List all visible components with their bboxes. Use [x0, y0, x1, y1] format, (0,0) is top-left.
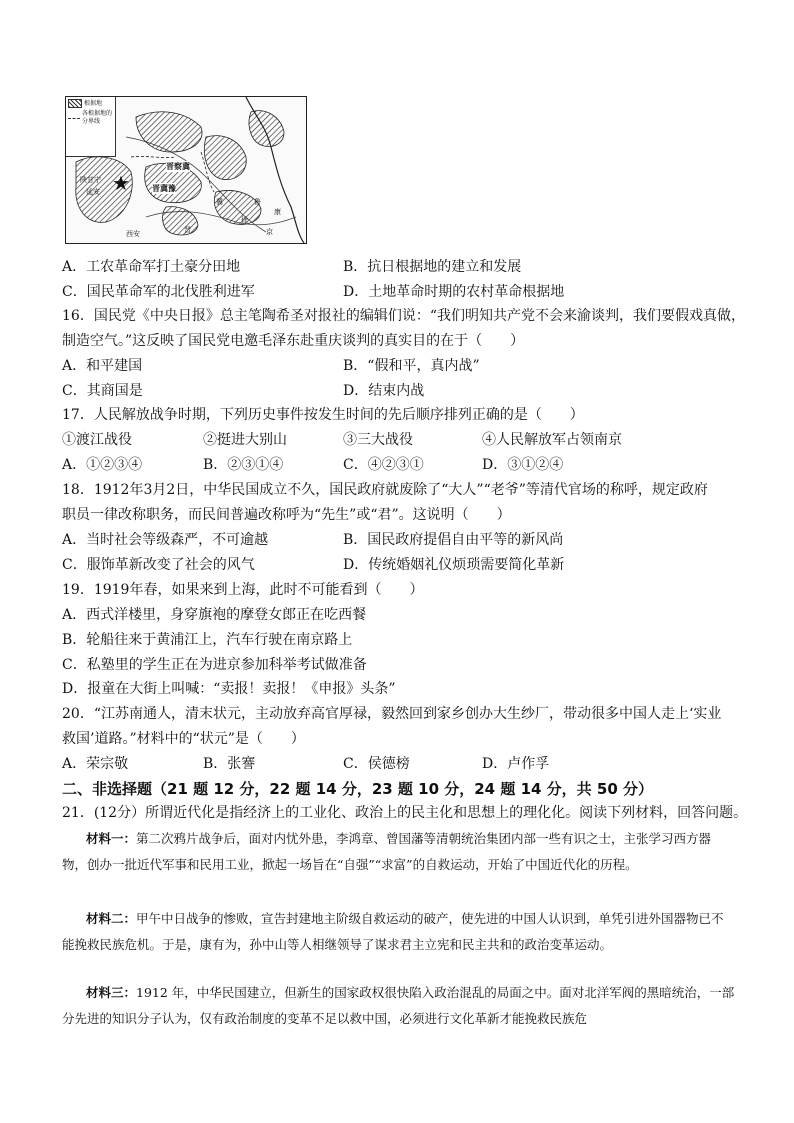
q16-stem: 16．国民党《中央日报》总主笔陶希圣对报社的编辑们说：“我们明知共产党不会来渝谈判，我们要假戏真做，: [62, 308, 745, 324]
material-text: 1912 年，中华民国建立，但新生的国家政权很快陷入政治混乱的局面之中。面对北洋军阀的黑暗统治，一部分先进的知识分子认为，仅有政治制度的变革不足以救中国，必须进行文化革新才能挽救民族危: [62, 985, 735, 1026]
q16-option-d: D．结束内战: [343, 383, 425, 399]
q19-option-c: C．私塾里的学生正在为进京参加科举考试做准备: [62, 657, 367, 673]
material-label: 材料二：: [86, 911, 137, 926]
map-label: 徐: [241, 216, 248, 224]
q17-event-2: ②挺进大别山: [203, 432, 287, 448]
legend-base-swatch: [68, 99, 82, 108]
q20-stem-cont: 救国’道路。”材料中的“状元”是（ ）: [62, 731, 305, 747]
legend-boundary-swatch: [68, 118, 80, 119]
q17-event-3: ③三大战役: [343, 432, 413, 448]
map-label: 西安: [126, 230, 140, 238]
material-text: 甲午中日战争的惨败，宣告封建地主阶级自救运动的破产，使先进的中国人认识到，单凭引进外国器物已不能挽救民族危机。于是，康有为，孙中山等人相继领导了谋求君主立宪和民主共和的政治变革运动。: [62, 911, 724, 952]
map-label: 晋: [184, 226, 191, 234]
q16-option-b: B．“假和平，真内战”: [343, 358, 480, 374]
q17-option-c: C．④②③①: [343, 457, 424, 473]
map-label: 晋冀豫: [152, 183, 176, 193]
q17-option-a: A．①②③④: [62, 457, 143, 473]
q19-option-d: D．报童在大街上叫喊：“卖报！卖报！《申报》头条”: [62, 681, 396, 697]
q18-option-b: B．国民政府提倡自由平等的新风尚: [343, 532, 564, 548]
map-label: 康: [274, 208, 281, 216]
q16-stem-cont: 制造空气。”这反映了国民党电邀毛泽东赴重庆谈判的真实目的在于（ ）: [62, 333, 525, 349]
q18-option-d: D．传统婚姻礼仪烦琐需要简化革新: [343, 557, 565, 573]
q21-material-1: [62, 826, 736, 878]
section-heading: 二、非选择题（21 题 12 分，22 题 14 分，23 题 10 分，24 题 14 分，共 50 分）: [62, 780, 653, 798]
material-label: 材料一：: [86, 831, 137, 846]
q21-material-3: [62, 980, 736, 1032]
material-label: 材料三：: [86, 985, 137, 1000]
q16-option-a: A．和平建国: [62, 358, 143, 374]
material-text: 第二次鸦片战争后，面对内忧外患，李鸿章、曾国藩等清朝统治集团内部一些有识之士，主张学习西方器物，创办一批近代军事和民用工业，掀起一场旨在“自强”“求富”的自救运动，开始了中国近代化的历程。: [62, 831, 712, 872]
map-label: 鲁: [254, 198, 261, 206]
q16-option-c: C．其商国是: [62, 383, 143, 399]
map-legend: [66, 97, 116, 157]
q18-stem: 18．1912年3月2日，中华民国成立不久，国民政府就废除了“大人”“老爷”等清代官场的称呼，规定政府: [62, 482, 708, 498]
q17-stem: 17．人民解放战争时期，下列历史事件按发生时间的先后顺序排列正确的是（ ）: [62, 407, 584, 423]
q20-stem: 20．“江苏南通人，清末状元，主动放弃高官厚禄，毅然回到家乡创办大生纱厂，带动很多中国人走上‘实业: [62, 706, 722, 722]
legend-boundary-label: 各根据地的分界线: [82, 110, 113, 125]
q20-option-b: B．张謇: [203, 756, 256, 772]
q17-option-b: B．②③①④: [203, 457, 284, 473]
q15-option-d: D．土地革命时期的农村革命根据地: [343, 284, 565, 300]
map-label: 陕甘宁: [80, 176, 101, 184]
q20-option-a: A．荣宗敬: [62, 756, 129, 772]
q17-option-d: D．③①②④: [482, 457, 564, 473]
star-icon: ★: [112, 171, 130, 195]
q17-event-1: ①渡江战役: [62, 432, 132, 448]
q21-material-2: [62, 906, 736, 958]
q19-stem: 19．1919年春，如果来到上海，此时不可能看到（ ）: [62, 582, 424, 598]
q15-option-a: A．工农革命军打土豪分田地: [62, 259, 241, 275]
q18-stem-cont: 职员一律改称职务，而民间普遍改称呼为“先生”或“君”。这说明（ ）: [62, 507, 511, 523]
q21-stem: 21．(12分）所谓近代化是指经济上的工业化、政治上的民主化和思想上的理化化。阅读下列材料，回答问题。: [62, 805, 748, 821]
map-label: 延安: [86, 188, 100, 196]
map-label: 京: [266, 228, 273, 236]
q15-option-b: B．抗日根据地的建立和发展: [343, 259, 522, 275]
q20-option-c: C．侯德榜: [343, 756, 410, 772]
q15-option-c: C．国民革命军的北伐胜利进军: [62, 284, 255, 300]
map-label: 冀: [216, 198, 223, 206]
q18-option-c: C．服饰革新改变了社会的风气: [62, 557, 255, 573]
legend-base-label: 根据地: [84, 99, 103, 107]
map-label: 晋察冀: [166, 161, 190, 171]
q17-event-4: ④人民解放军占领南京: [482, 432, 622, 448]
q19-option-b: B．轮船往来于黄浦江上，汽车行驶在南京路上: [62, 632, 353, 648]
base-area-map: [65, 96, 307, 244]
q19-option-a: A．西式洋楼里，身穿旗袍的摩登女郎正在吃西餐: [62, 607, 367, 623]
q18-option-a: A．当时社会等级森严，不可逾越: [62, 532, 269, 548]
q20-option-d: D．卢作孚: [482, 756, 550, 772]
